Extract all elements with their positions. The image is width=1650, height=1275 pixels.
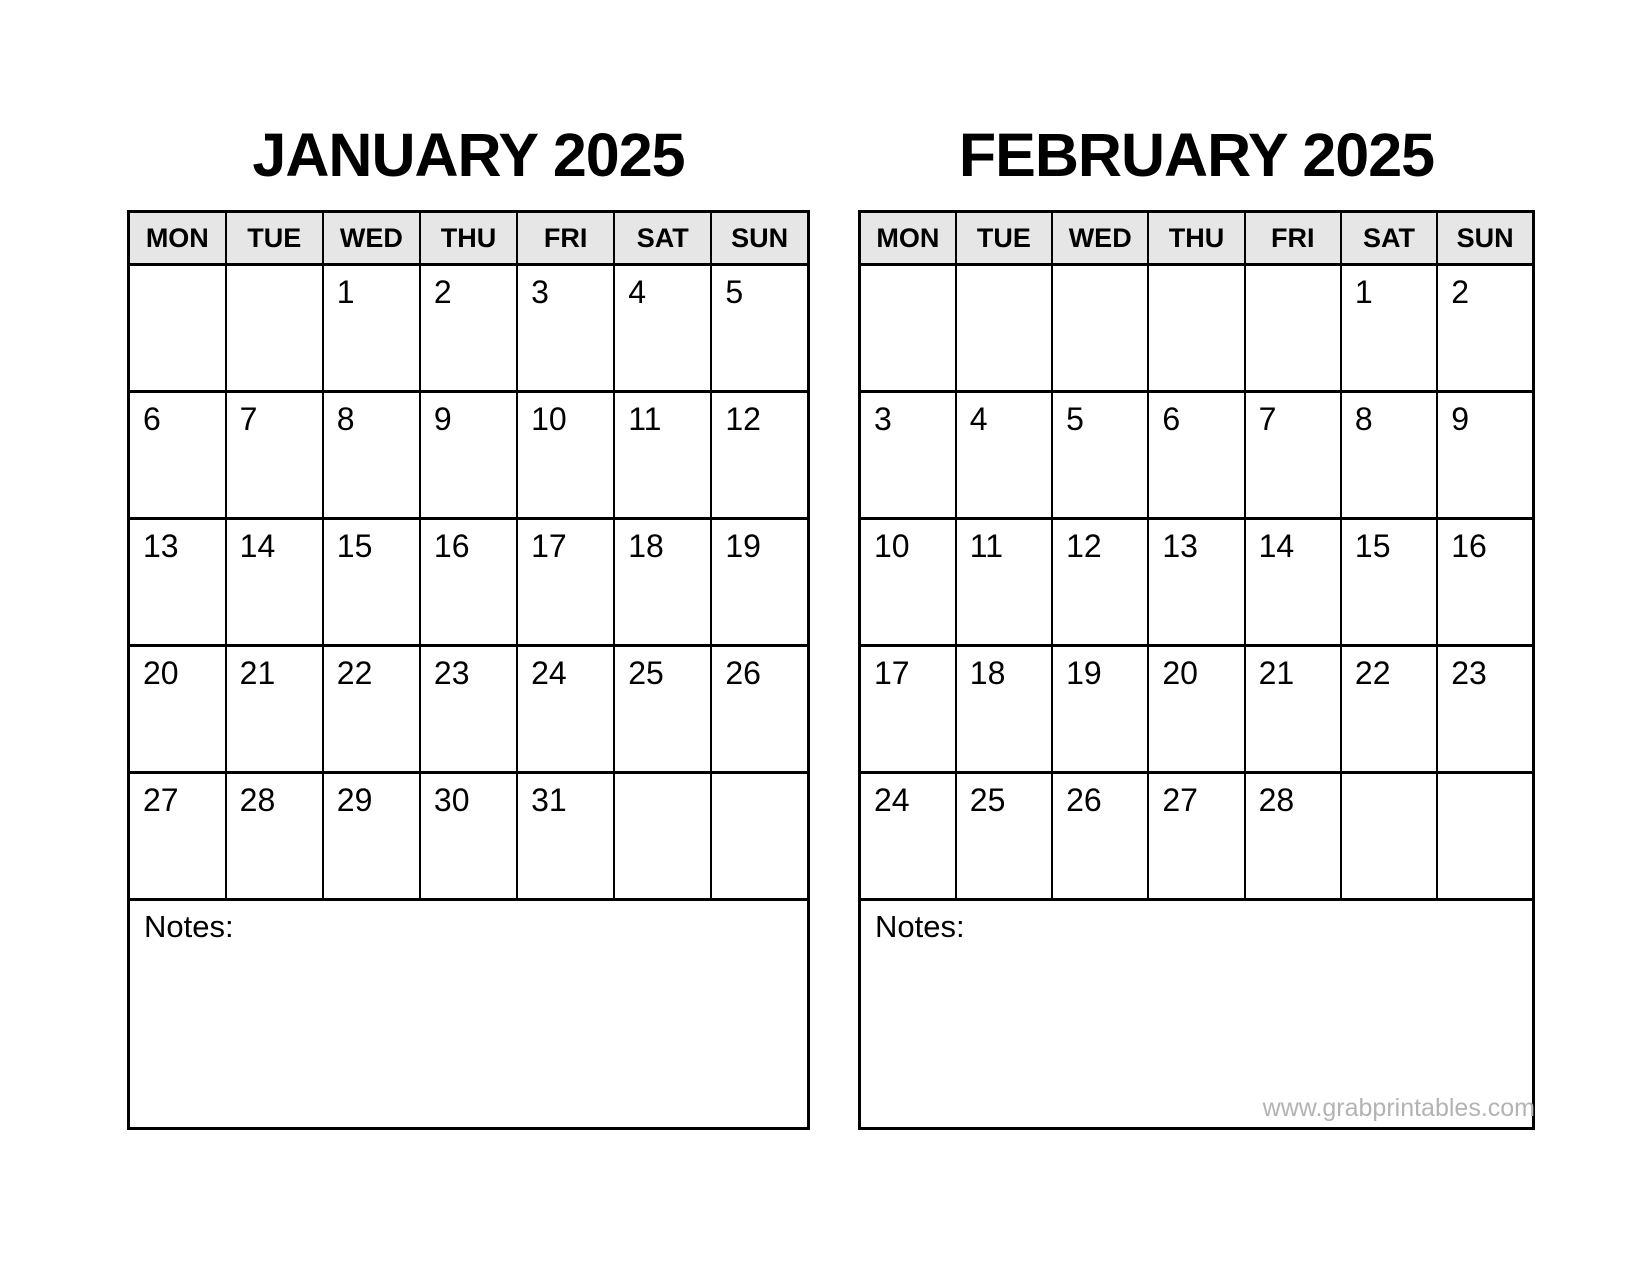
day-cell: 23 (420, 646, 517, 773)
day-cell: 20 (1148, 646, 1244, 773)
day-cell (226, 265, 323, 392)
weekday-header-row (129, 212, 809, 265)
weekday-header: FRI (1245, 212, 1341, 265)
weekday-header: TUE (956, 212, 1052, 265)
week-row (860, 392, 1534, 519)
day-cell: 18 (614, 519, 711, 646)
day-cell: 26 (711, 646, 808, 773)
day-cell: 23 (1437, 646, 1533, 773)
weekday-header: SUN (1437, 212, 1533, 265)
day-cell: 15 (323, 519, 420, 646)
weekday-header: WED (1052, 212, 1148, 265)
day-cell: 13 (129, 519, 226, 646)
day-cell: 1 (323, 265, 420, 392)
day-cell: 29 (323, 773, 420, 900)
weekday-header: MON (129, 212, 226, 265)
day-cell: 17 (517, 519, 614, 646)
day-cell (1052, 265, 1148, 392)
day-cell (129, 265, 226, 392)
day-cell: 16 (420, 519, 517, 646)
weekday-header: MON (860, 212, 956, 265)
day-cell: 5 (1052, 392, 1148, 519)
day-cell: 11 (956, 519, 1052, 646)
day-cell: 1 (1341, 265, 1437, 392)
watermark-url: www.grabprintables.com (1262, 1094, 1535, 1122)
day-cell: 8 (1341, 392, 1437, 519)
day-cell: 4 (956, 392, 1052, 519)
day-cell: 19 (1052, 646, 1148, 773)
day-cell: 6 (1148, 392, 1244, 519)
week-row (860, 646, 1534, 773)
day-cell: 3 (517, 265, 614, 392)
week-row (129, 392, 809, 519)
day-cell (1437, 773, 1533, 900)
day-cell: 28 (226, 773, 323, 900)
day-cell: 24 (517, 646, 614, 773)
week-row (860, 519, 1534, 646)
day-cell: 2 (1437, 265, 1533, 392)
week-row (860, 265, 1534, 392)
day-cell (1245, 265, 1341, 392)
weekday-header: WED (323, 212, 420, 265)
day-cell: 5 (711, 265, 808, 392)
day-cell: 9 (420, 392, 517, 519)
day-cell: 14 (1245, 519, 1341, 646)
day-cell: 21 (1245, 646, 1341, 773)
day-cell: 14 (226, 519, 323, 646)
calendar-table (858, 210, 1535, 901)
notes-label: Notes: (144, 909, 234, 944)
day-cell: 12 (1052, 519, 1148, 646)
day-cell: 22 (1341, 646, 1437, 773)
week-row (129, 646, 809, 773)
calendar-title: FEBRUARY 2025 (958, 121, 1435, 189)
calendar-body (860, 265, 1534, 900)
day-cell: 21 (226, 646, 323, 773)
day-cell: 25 (956, 773, 1052, 900)
day-cell: 6 (129, 392, 226, 519)
day-cell (956, 265, 1052, 392)
weekday-header: FRI (517, 212, 614, 265)
header-row (129, 212, 809, 265)
day-cell: 16 (1437, 519, 1533, 646)
day-cell (711, 773, 808, 900)
calendar-table (127, 210, 810, 901)
weekday-header: SUN (711, 212, 808, 265)
day-cell: 10 (517, 392, 614, 519)
day-cell: 3 (860, 392, 956, 519)
day-cell: 17 (860, 646, 956, 773)
weekday-header: SAT (614, 212, 711, 265)
day-cell: 24 (860, 773, 956, 900)
day-cell: 27 (1148, 773, 1244, 900)
day-cell: 12 (711, 392, 808, 519)
notes-box (127, 901, 810, 1130)
day-cell: 31 (517, 773, 614, 900)
day-cell: 25 (614, 646, 711, 773)
day-cell: 2 (420, 265, 517, 392)
calendar-title: JANUARY 2025 (252, 121, 685, 189)
weekday-header: SAT (1341, 212, 1437, 265)
day-cell (1341, 773, 1437, 900)
day-cell: 13 (1148, 519, 1244, 646)
notes-label: Notes: (875, 909, 965, 944)
day-cell: 27 (129, 773, 226, 900)
day-cell: 11 (614, 392, 711, 519)
day-cell: 7 (226, 392, 323, 519)
day-cell: 4 (614, 265, 711, 392)
calendar-january (127, 105, 810, 1130)
day-cell: 26 (1052, 773, 1148, 900)
day-cell: 18 (956, 646, 1052, 773)
day-cell: 22 (323, 646, 420, 773)
day-cell: 8 (323, 392, 420, 519)
weekday-header: THU (1148, 212, 1244, 265)
week-row (860, 773, 1534, 900)
weekday-header: TUE (226, 212, 323, 265)
day-cell: 28 (1245, 773, 1341, 900)
day-cell (614, 773, 711, 900)
calendar-body (129, 265, 809, 900)
day-cell: 20 (129, 646, 226, 773)
week-row (129, 519, 809, 646)
week-row (129, 265, 809, 392)
day-cell: 15 (1341, 519, 1437, 646)
day-cell (1148, 265, 1244, 392)
header-row (860, 212, 1534, 265)
day-cell: 7 (1245, 392, 1341, 519)
week-row (129, 773, 809, 900)
calendar-february (858, 105, 1535, 1130)
weekday-header: THU (420, 212, 517, 265)
day-cell (860, 265, 956, 392)
day-cell: 10 (860, 519, 956, 646)
day-cell: 9 (1437, 392, 1533, 519)
weekday-header-row (860, 212, 1534, 265)
day-cell: 30 (420, 773, 517, 900)
day-cell: 19 (711, 519, 808, 646)
